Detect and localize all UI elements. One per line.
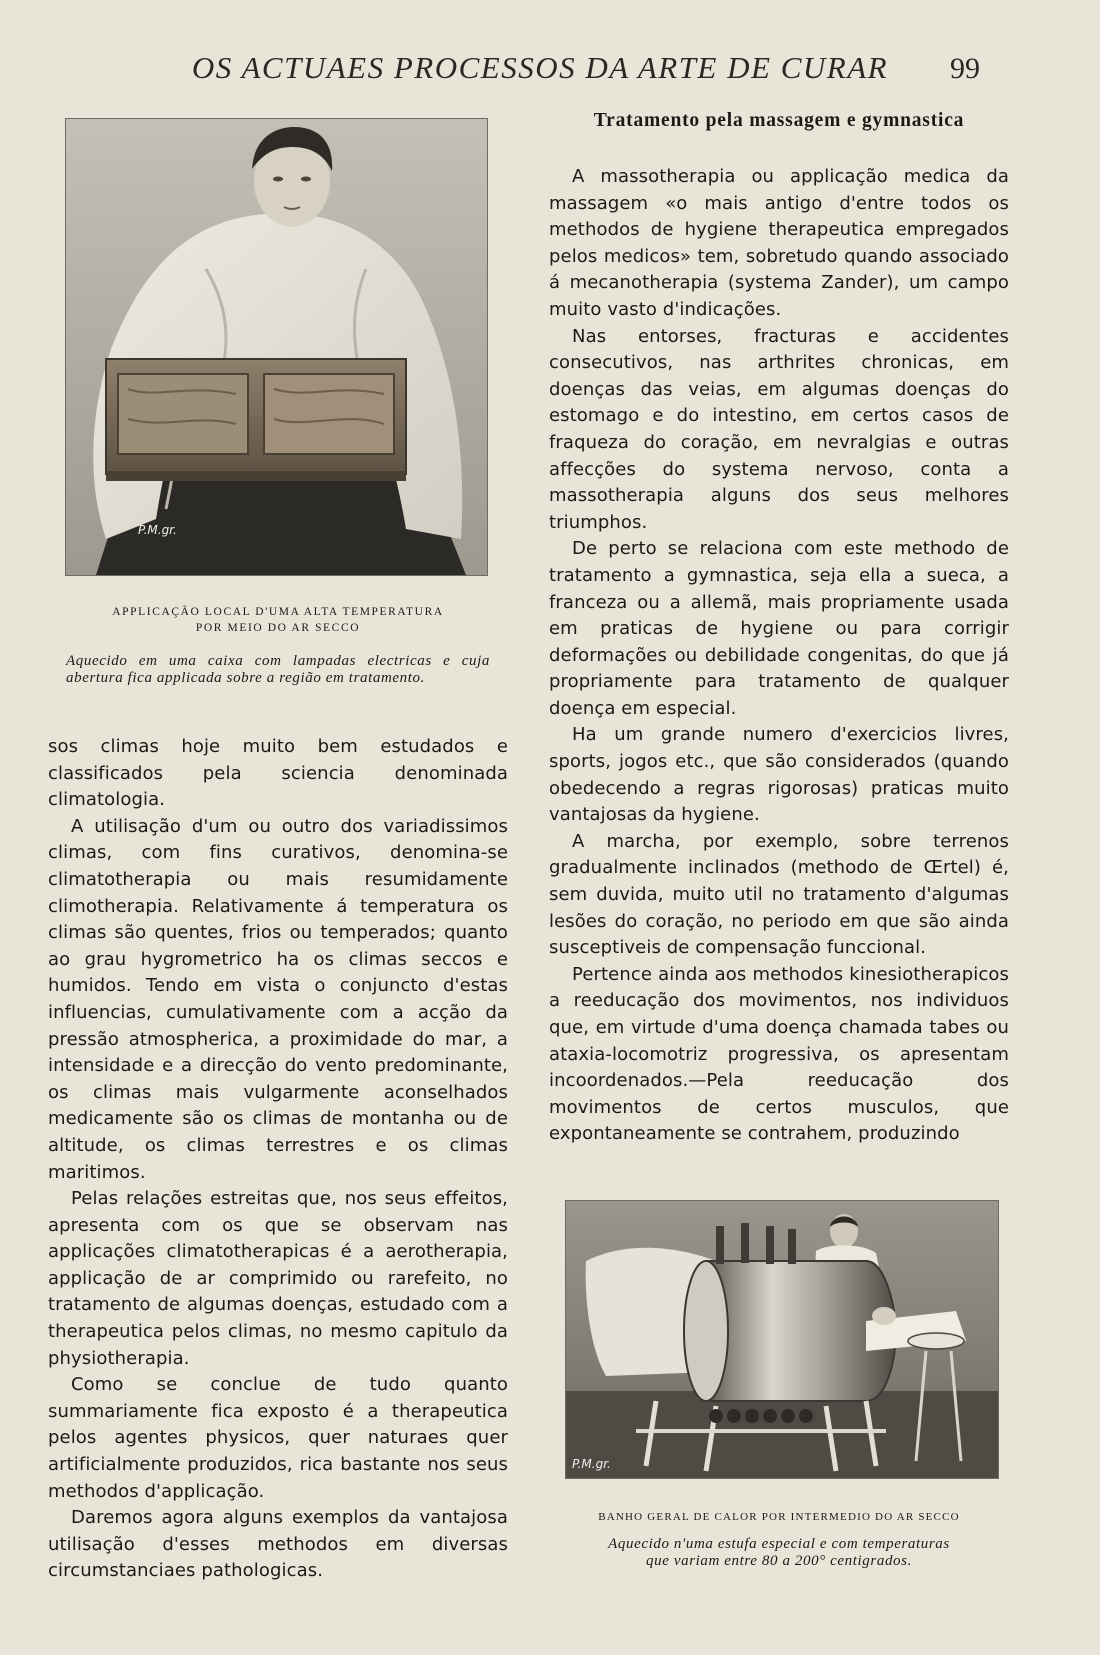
figure1-caption-title-line1: APPLICAÇÃO LOCAL D'UMA ALTA TEMPERATURA: [112, 606, 444, 618]
paragraph: Pertence ainda aos methodos kinesiotherapicos a reeducação dos movimentos, nos individuos que, em virtude d'uma doença chamada tabes ou ataxia-locomotriz progressiva, os apresentam incoordenados.—Pela reeducação dos movimentos de certos musculos, que expontaneamente se contrahem, produzindo: [549, 963, 1009, 1145]
paragraph: A massotherapia ou applicação medica da massagem «o mais antigo d'entre todos os methodos de hygiene therapeutica empregados pelos medicos» tem, sobretudo quando associado á mecanotherapia (systema Zander), um campo muito vasto d'indicações.: [549, 166, 1009, 320]
figure1-caption-title-line2: POR MEIO DO AR SECCO: [195, 622, 361, 634]
figure1-caption-text: Aquecido em uma caixa com lampadas electricas e cuja abertura fica applicada sobre a região em tratamento.: [66, 653, 490, 686]
paragraph: Ha um grande numero d'exercicios livres, sports, jogos etc., que são considerados (quando obedecendo a regras rigorosas) praticas muito vantajosas da hygiene.: [549, 724, 1009, 826]
engraver-mark: P.M.gr.: [138, 523, 177, 537]
paragraph: A utilisação d'um ou outro dos variadissimos climas, com fins curativos, denomina-se climatotherapia ou mais resumidamente climotherapia. Relativamente á temperatura os climas são quentes, frios ou temperados; quanto ao grau hygrometrico ha os climas seccos e humidos. Tendo em vista o conjuncto d'estas influencias, cumulativamente com a acção da pressão atmospherica, a proximidade do mar, a intensidade e a direcção do vento predominante, os climas mais vulgarmente aconselhados medicamente são os climas de montanha ou de altitude, os climas terrestres e os climas maritimos.: [48, 815, 508, 1183]
paragraph: De perto se relaciona com este methodo de tratamento a gymnastica, seja ella a sueca, a franceza ou a allemã, mais propriamente usada em praticas de hygiene ou para corrigir deformações ou debilidade congenitas, do que já propriamente para tratamento de qualquer doença em especial.: [549, 538, 1009, 719]
figure2-caption-text-line1: Aquecido n'uma estufa especial e com temperaturas: [608, 1536, 950, 1552]
paragraph: A marcha, por exemplo, sobre terrenos gradualmente inclinados (methodo de Œrtel) é, sem duvida, muito util no tratamento d'algumas lesões do coração, no periodo em que são ainda susceptiveis de compensação funccional.: [549, 830, 1009, 959]
paragraph: Nas entorses, fracturas e accidentes consecutivos, nas arthrites chronicas, em doenças das veias, em algumas doenças do estomago e do intestino, em certos casos de fraqueza do coração, em nevralgias e outras affecções do systema nervoso, conta a massotherapia alguns dos seus melhores triumphos.: [549, 325, 1009, 533]
engraver-mark: P.M.gr.: [572, 1457, 611, 1471]
photo-illustration: [66, 119, 487, 575]
photo-local-hot-air-box: [65, 118, 488, 576]
section-heading: Tratamento pela massagem e gymnastica: [593, 110, 965, 131]
figure2-caption-title: BANHO GERAL DE CALOR POR INTERMEDIO DO AR SECCO: [598, 1511, 960, 1523]
photo-hot-air-bath-cabinet: [565, 1200, 999, 1479]
figure2-caption-text-line2: que variam entre 80 a 200° centigrados.: [646, 1553, 912, 1569]
left-column-text: [48, 734, 508, 1585]
paragraph: Daremos agora alguns exemplos da vantajosa utilisação d'esses methodos em diversas circumstanciaes pathologicas.: [48, 1507, 508, 1582]
photo-illustration: [566, 1201, 998, 1478]
page-number: 99: [950, 52, 980, 85]
figure1-caption-title: [48, 604, 508, 636]
page-header: [0, 50, 1100, 100]
right-column-text: [549, 164, 1009, 1148]
running-title: OS ACTUAES PROCESSOS DA ARTE DE CURAR: [191, 50, 889, 85]
paragraph: Como se conclue de tudo quanto summariamente fica exposto é a therapeutica pelos agentes physicos, quer naturaes quer artificialmente produzidos, rica bastante nos seus methodos d'applicação.: [48, 1374, 508, 1502]
paragraph: Pelas relações estreitas que, nos seus effeitos, apresenta com os que se observam nas applicações climatotherapicas é a aerotherapia, applicação de ar comprimido ou rarefeito, no tratamento de algumas doenças, estudado com a therapeutica pelos climas, no mesmo capitulo da physiotherapia.: [48, 1188, 508, 1369]
figure2-caption-text: [549, 1536, 1009, 1570]
paragraph: sos climas hoje muito bem estudados e classificados pela sciencia denominada climatologia.: [48, 736, 508, 811]
